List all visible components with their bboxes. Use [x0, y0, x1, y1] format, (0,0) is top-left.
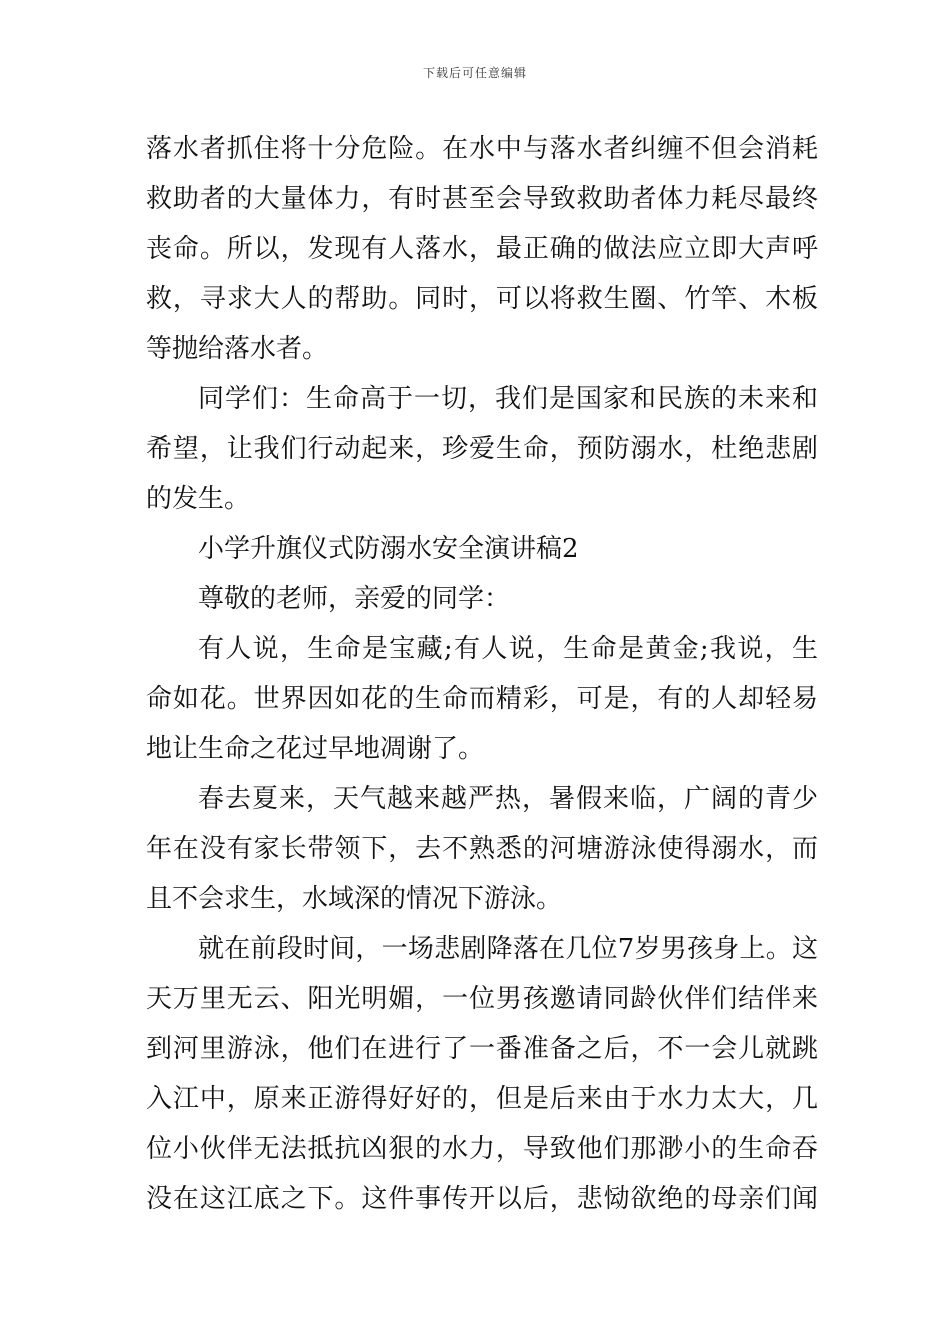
text-line: 小学升旗仪式防溺水安全演讲稿2	[198, 534, 579, 564]
text-line: 落水者抓住将十分危险。在水中与落水者纠缠不但会消耗	[146, 134, 818, 164]
text-line: 位小伙伴无法抵抗凶狠的水力，导致他们那渺小的生命吞	[146, 1134, 818, 1164]
text-line: 同学们：生命高于一切，我们是国家和民族的未来和	[198, 384, 818, 414]
text-line: 希望，让我们行动起来，珍爱生命，预防溺水，杜绝悲剧	[146, 434, 818, 464]
text-line: 到河里游泳，他们在进行了一番准备之后，不一会儿就跳	[146, 1034, 818, 1064]
text-line: 天万里无云、阳光明媚，一位男孩邀请同龄伙伴们结伴来	[146, 984, 818, 1014]
text-line: 的发生。	[146, 484, 251, 514]
text-line: 春去夏来，天气越来越严热，暑假来临，广阔的青少	[198, 784, 818, 814]
text-line: 年在没有家长带领下，去不熟悉的河塘游泳使得溺水，而	[146, 834, 818, 864]
text-line: 救助者的大量体力，有时甚至会导致救助者体力耗尽最终	[146, 184, 818, 214]
text-line: 入江中，原来正游得好好的，但是后来由于水力太大，几	[146, 1084, 818, 1114]
text-line: 没在这江底之下。这件事传开以后，悲恸欲绝的母亲们闻	[146, 1184, 818, 1214]
text-line: 尊敬的老师，亲爱的同学：	[198, 584, 511, 614]
text-line: 有人说，生命是宝藏;有人说，生命是黄金;我说，生	[198, 634, 818, 664]
text-line: 且不会求生，水域深的情况下游泳。	[146, 884, 563, 914]
text-line: 救，寻求大人的帮助。同时，可以将救生圈、竹竿、木板	[146, 284, 818, 314]
text-line: 地让生命之花过早地凋谢了。	[146, 734, 485, 764]
header-note: 下载后可任意编辑	[422, 66, 527, 80]
text-line: 等抛给落水者。	[146, 334, 329, 364]
text-line: 丧命。所以，发现有人落水，最正确的做法应立即大声呼	[146, 234, 818, 264]
text-line: 命如花。世界因如花的生命而精彩，可是，有的人却轻易	[146, 684, 818, 714]
body-text	[146, 124, 818, 1224]
text-line: 就在前段时间，一场悲剧降落在几位7岁男孩身上。这	[198, 934, 818, 964]
